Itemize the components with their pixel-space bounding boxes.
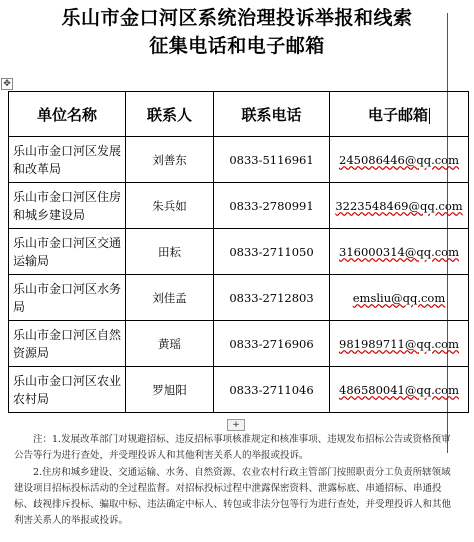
phone-cell: 0833-2716906 bbox=[214, 321, 330, 367]
email-cell: 486580041@qq.com bbox=[330, 367, 469, 413]
phone-cell: 0833-2780991 bbox=[214, 183, 330, 229]
email-cell: emsliu@qq.com bbox=[330, 275, 469, 321]
unit-name-cell: 乐山市金口河区交通运输局 bbox=[9, 229, 126, 275]
contact-cell: 刘善东 bbox=[126, 137, 214, 183]
page-title-line-1: 乐山市金口河区系统治理投诉举报和线索 bbox=[61, 7, 413, 29]
contact-cell: 罗旭阳 bbox=[126, 367, 214, 413]
text-cursor bbox=[429, 108, 430, 124]
header-email bbox=[330, 92, 469, 137]
unit-name-cell: 乐山市金口河区水务局 bbox=[9, 275, 126, 321]
note-2: 2.住房和城乡建设、交通运输、水务、自然资源、农业农村行政主管部门按照职责分工负责所辖领域建设项目招标投标活动的全过程监督。对招标投标过程中泄露保密资料、泄露标底、串通招标、串通投标、歧视排斥投标、骗取中标、违法确定中标人、转包或非法分包等行为进行查处，并受理投诉人和其他利害关系人的举报或投诉。 bbox=[14, 466, 452, 527]
email-cell: 981989711@qq.com bbox=[330, 321, 469, 367]
table-header-row bbox=[9, 92, 469, 137]
email-cell: 316000314@qq.com bbox=[330, 229, 469, 275]
contact-cell: 刘佳孟 bbox=[126, 275, 214, 321]
footnotes bbox=[14, 432, 458, 530]
note-1: 注：1.发展改革部门对规避招标、违反招标事项核准规定和核准事项、违规发布招标公告或资格预审公告等行为进行查处，并受理投诉人和其他利害关系人的举报或投诉。 bbox=[14, 434, 451, 462]
unit-name-cell: 乐山市金口河区住房和城乡建设局 bbox=[9, 183, 126, 229]
unit-name-cell: 乐山市金口河区农业农村局 bbox=[9, 367, 126, 413]
contact-cell: 黄瑶 bbox=[126, 321, 214, 367]
contact-cell: 朱兵如 bbox=[126, 183, 214, 229]
email-cell: 245086446@qq.com bbox=[330, 137, 469, 183]
phone-cell: 0833-2712803 bbox=[214, 275, 330, 321]
phone-cell: 0833-5116961 bbox=[214, 137, 330, 183]
unit-name-cell: 乐山市金口河区自然资源局 bbox=[9, 321, 126, 367]
table-row bbox=[9, 183, 469, 229]
table-row bbox=[9, 275, 469, 321]
contact-cell: 田耘 bbox=[126, 229, 214, 275]
unit-name-cell: 乐山市金口河区发展和改革局 bbox=[9, 137, 126, 183]
table-row bbox=[9, 229, 469, 275]
table-row bbox=[9, 137, 469, 183]
page-title-line-2: 征集电话和电子邮箱 bbox=[149, 35, 325, 57]
add-row-icon[interactable]: + bbox=[227, 419, 245, 431]
header-contact: 联系人 bbox=[126, 92, 214, 137]
table-row bbox=[9, 321, 469, 367]
header-unit-name: 单位名称 bbox=[9, 92, 126, 137]
table-move-handle-icon[interactable]: ✥ bbox=[1, 78, 13, 90]
email-cell: 3223548469@qq.com bbox=[330, 183, 469, 229]
contact-table bbox=[8, 91, 469, 413]
header-email-label: 电子邮箱 bbox=[367, 105, 428, 124]
header-phone: 联系电话 bbox=[214, 92, 330, 137]
phone-cell: 0833-2711046 bbox=[214, 367, 330, 413]
phone-cell: 0833-2711050 bbox=[214, 229, 330, 275]
table-row bbox=[9, 367, 469, 413]
page-title bbox=[0, 4, 474, 60]
